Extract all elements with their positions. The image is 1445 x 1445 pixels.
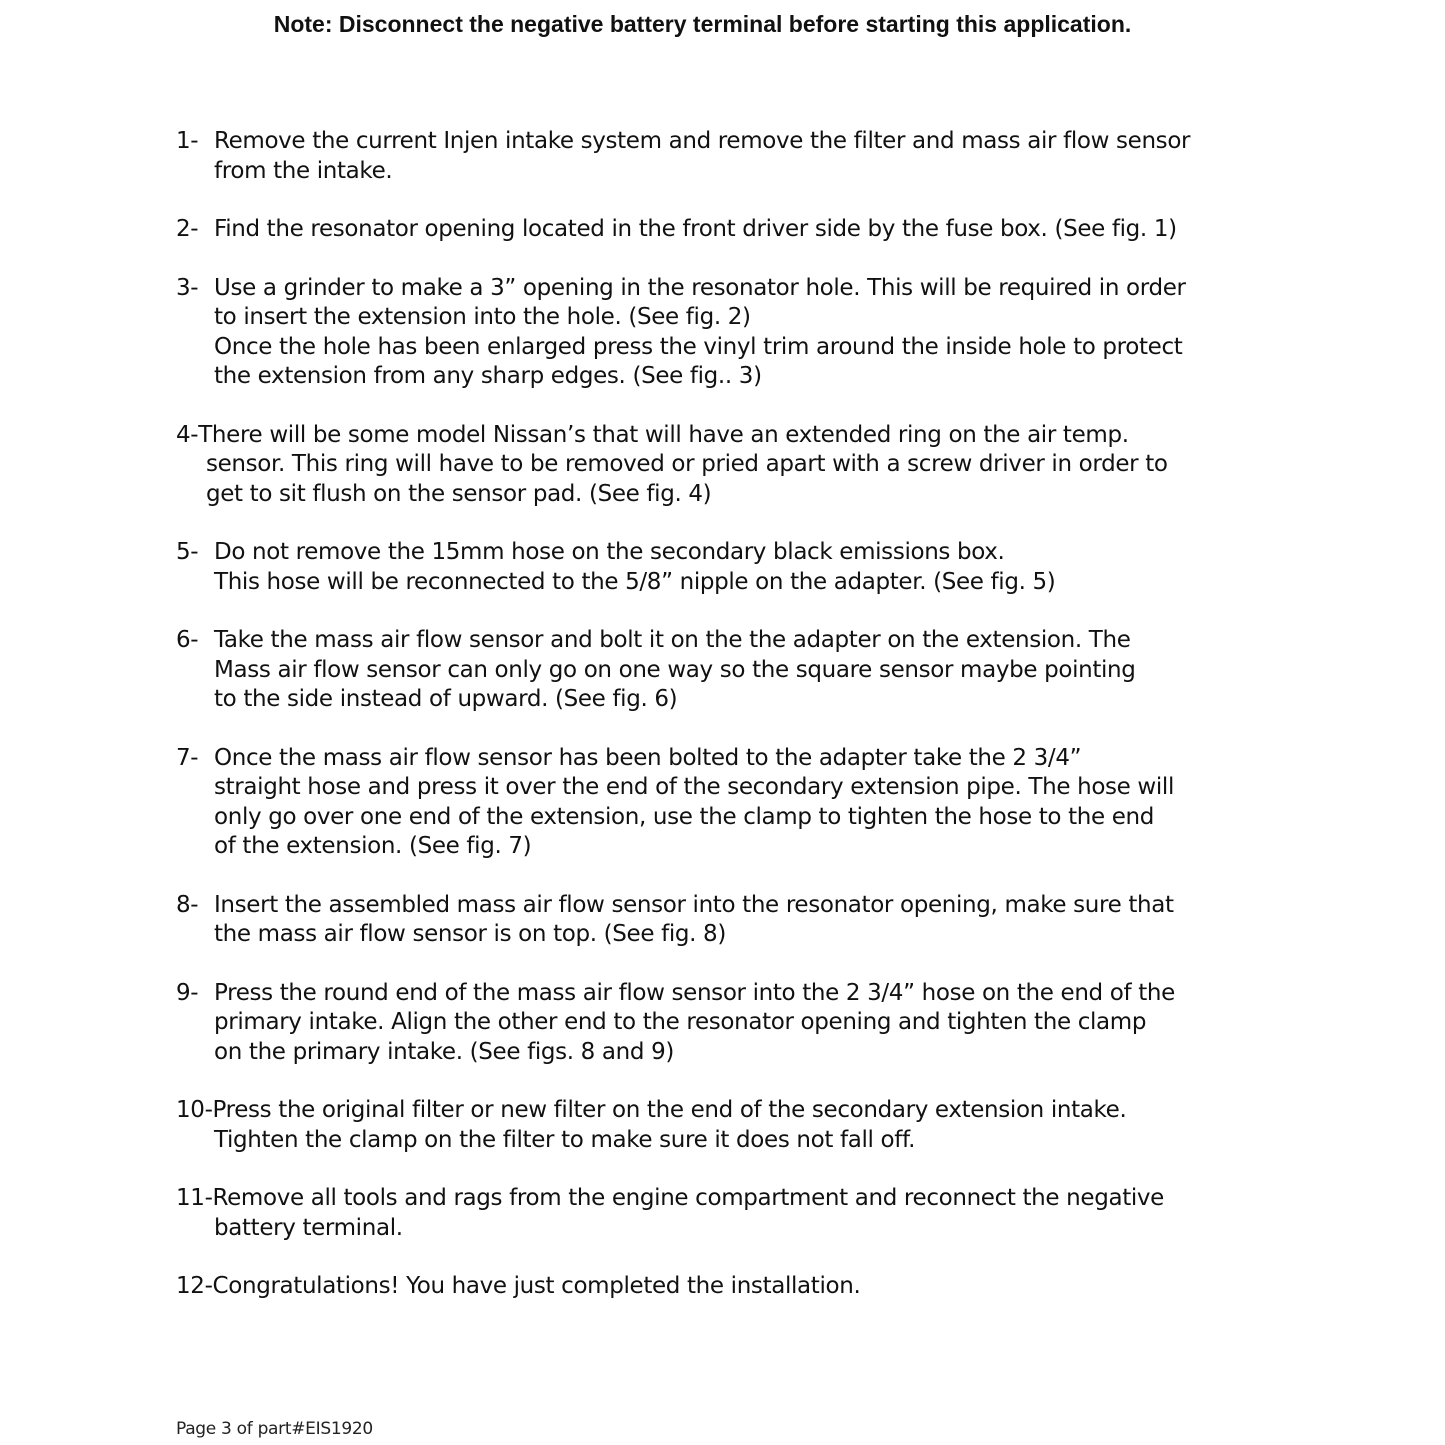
step-number: 10-: [176, 1097, 213, 1123]
step-5: [176, 538, 1190, 597]
step-4: [176, 421, 1190, 510]
step-number: 11-: [176, 1185, 213, 1211]
step-text: Press the original filter or new filter on the end of the secondary extension intake.: [212, 1097, 1127, 1123]
step-6: [176, 626, 1190, 715]
step-12: [176, 1272, 1190, 1302]
step-text: sensor. This ring will have to be removed or pried apart with a screw driver in order to: [206, 451, 1168, 477]
step-number: 7-: [176, 744, 199, 771]
step-7: [176, 744, 1190, 862]
step-text: Use a grinder to make a 3” opening in the resonator hole. This will be required in order: [214, 274, 1186, 301]
battery-warning-note: Note: Disconnect the negative battery terminal before starting this application.: [273, 11, 1132, 37]
step-text: Find the resonator opening located in the front driver side by the fuse box. (See fig. 1): [214, 216, 1177, 242]
step-text: the extension from any sharp edges. (See fig.. 3): [214, 363, 762, 389]
step-text: Insert the assembled mass air flow sensor into the resonator opening, make sure that: [214, 891, 1174, 918]
step-number: 1-: [176, 128, 199, 154]
step-text: to the side instead of upward. (See fig. 6): [214, 686, 678, 712]
installation-steps: [176, 127, 1190, 1331]
step-9: [176, 979, 1190, 1068]
step-number: 12-: [176, 1273, 213, 1299]
step-10: [176, 1096, 1190, 1155]
step-text: Remove the current Injen intake system and remove the filter and mass air flow sensor: [214, 128, 1191, 154]
step-text: Mass air flow sensor can only go on one way so the square sensor maybe pointing: [214, 656, 1136, 683]
step-text: on the primary intake. (See figs. 8 and 9): [214, 1038, 675, 1065]
step-text: battery terminal.: [214, 1214, 403, 1241]
step-text: get to sit flush on the sensor pad. (See fig. 4): [206, 480, 712, 507]
step-text: from the intake.: [214, 157, 393, 184]
step-text: There will be some model Nissan’s that will have an extended ring on the air temp.: [198, 421, 1129, 448]
step-3: [176, 274, 1190, 392]
step-text: Do not remove the 15mm hose on the secondary black emissions box.: [214, 539, 1005, 565]
step-text: Once the hole has been enlarged press the vinyl trim around the inside hole to protect: [214, 333, 1183, 360]
step-number: 9-: [176, 979, 199, 1006]
step-number: 4-: [176, 421, 199, 448]
step-number: 6-: [176, 627, 199, 653]
step-number: 2-: [176, 216, 199, 242]
step-11: [176, 1184, 1190, 1243]
step-8: [176, 891, 1190, 950]
page-footer: Page 3 of part#EIS1920: [176, 1419, 373, 1439]
step-text: Remove all tools and rags from the engine compartment and reconnect the negative: [212, 1185, 1164, 1211]
step-1: [176, 127, 1190, 186]
step-text: the mass air flow sensor is on top. (See fig. 8): [214, 921, 726, 947]
step-text: Congratulations! You have just completed the installation.: [212, 1273, 861, 1299]
step-text: to insert the extension into the hole. (See fig. 2): [214, 304, 751, 330]
step-text: straight hose and press it over the end of the secondary extension pipe. The hose will: [214, 774, 1175, 800]
step-text: This hose will be reconnected to the 5/8” nipple on the adapter. (See fig. 5): [214, 568, 1056, 595]
step-2: [176, 215, 1190, 245]
step-text: Take the mass air flow sensor and bolt it on the the adapter on the extension. The: [214, 627, 1131, 653]
step-number: 8-: [176, 891, 199, 918]
step-text: Once the mass air flow sensor has been bolted to the adapter take the 2 3/4”: [214, 744, 1082, 771]
step-text: of the extension. (See fig. 7): [214, 833, 532, 859]
step-number: 3-: [176, 274, 199, 301]
step-text: Press the round end of the mass air flow sensor into the 2 3/4” hose on the end of the: [214, 979, 1175, 1006]
step-text: primary intake. Align the other end to the resonator opening and tighten the clamp: [214, 1009, 1147, 1035]
step-number: 5-: [176, 539, 199, 565]
step-text: only go over one end of the extension, use the clamp to tighten the hose to the end: [214, 803, 1155, 830]
step-text: Tighten the clamp on the filter to make sure it does not fall off.: [214, 1126, 916, 1153]
